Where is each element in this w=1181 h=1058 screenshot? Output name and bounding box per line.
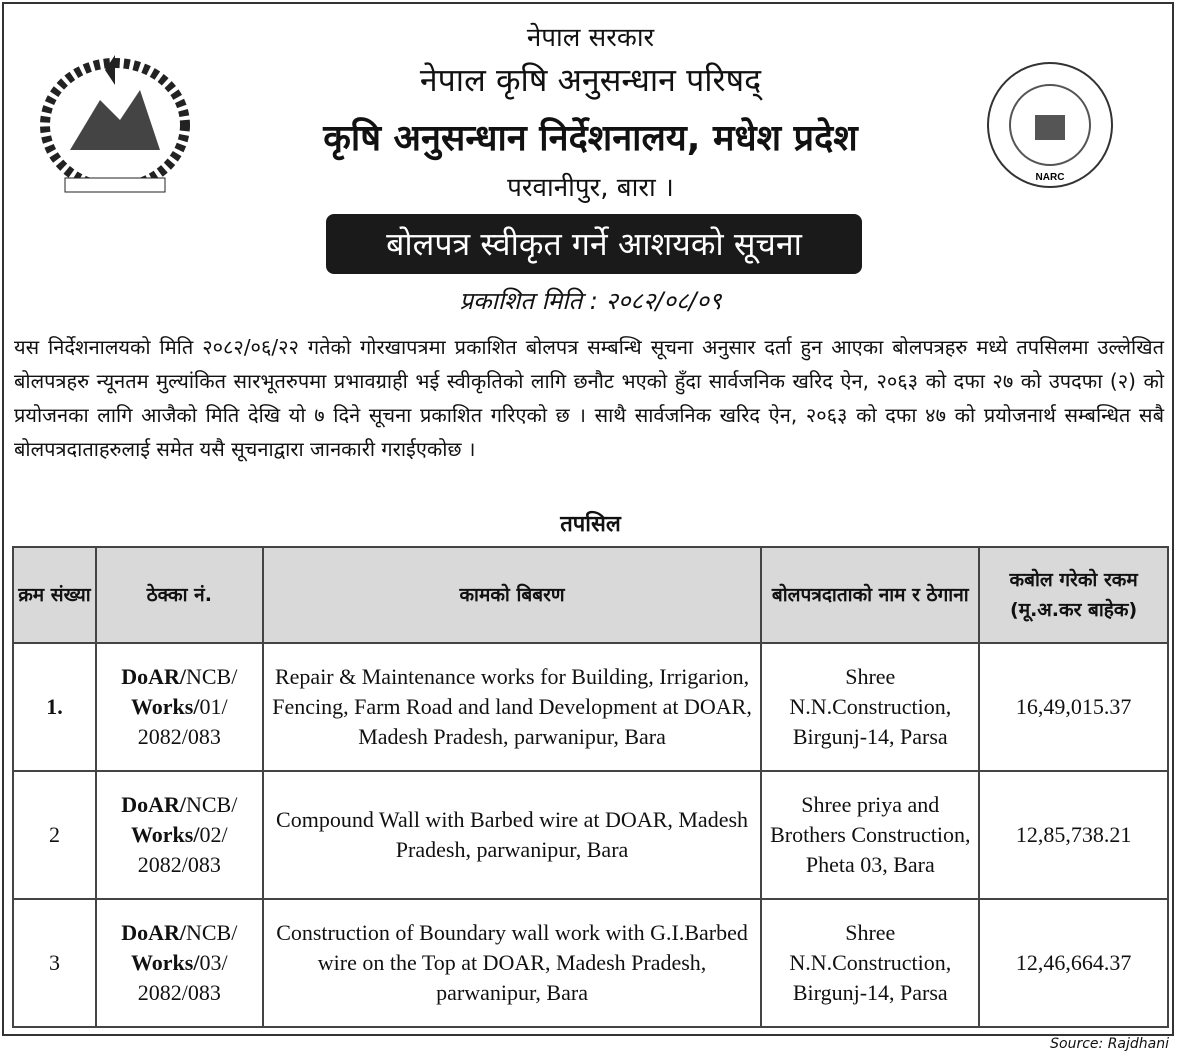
notice-body: यस निर्देशनालयको मिति २०८२/०६/२२ गतेको गोरखापत्रमा प्रकाशित बोलपत्र सम्बन्धि सूचना अनुसार दर्ता हुन आएका बोलपत्रहरु मध्ये तपसिलमा उल्लेखित बोलपत्रहरु न्यूनतम मुल्यांकित सारभूतरुपमा प्रभावग्राही भई स्वीकृतिको लागि छनौट भएको हुँदा सार्वजनिक खरिद ऐन, २०६३ को दफा २७ को उपदफा (२) को प्रयोजनका लागि आजैको मिति देखि यो ७ दिने सूचना प्रकाशित गरिएको छ । साथै सार्वजनिक खरिद ऐन, २०६३ को दफा ४७ को प्रयोजनार्थ सम्बन्धित सबै बोलपत्रदाताहरुलाई समेत यसै सूचनाद्वारा जानकारी गराईएकोछ । <box>14 335 1164 461</box>
table-row <box>13 899 1168 1027</box>
bids-table <box>12 546 1169 1028</box>
contract-part: 02/ <box>199 822 228 847</box>
directorate-name: कृषि अनुसन्धान निर्देशनालय, मधेश प्रदेश <box>323 118 858 159</box>
row-amount: 16,49,015.37 <box>979 643 1168 771</box>
row-bidder: Shree N.N.Construction, Birgunj-14, Parsa <box>761 899 979 1027</box>
row-amount: 12,46,664.37 <box>979 899 1168 1027</box>
row-contract-no <box>96 771 263 899</box>
header-sn: क्रम संख्या <box>13 547 96 643</box>
office-address: परवानीपुर, बारा । <box>507 173 674 203</box>
row-bidder: Shree N.N.Construction, Birgunj-14, Parsa <box>761 643 979 771</box>
row-bidder: Shree priya and Brothers Construction, Pheta 03, Bara <box>761 771 979 899</box>
table-header-row <box>13 547 1168 643</box>
notice-title: बोलपत्र स्वीकृत गर्ने आशयको सूचना <box>326 214 862 274</box>
contract-part: 2082/083 <box>137 724 221 749</box>
contract-part: 01/ <box>199 694 228 719</box>
contract-part: NCB/ <box>186 792 238 817</box>
table-row <box>13 771 1168 899</box>
row-sn: 3 <box>13 899 96 1027</box>
row-sn: 2 <box>13 771 96 899</box>
row-amount: 12,85,738.21 <box>979 771 1168 899</box>
row-sn: 1. <box>13 643 96 771</box>
header-amount: कबोल गरेको रकम (मू.अ.कर बाहेक) <box>979 547 1168 643</box>
contract-part: 2082/083 <box>137 852 221 877</box>
table-title: तपसिल <box>560 512 621 537</box>
source-credit: Source: Rajdhani <box>1050 1036 1169 1052</box>
header-description: कामको बिबरण <box>263 547 762 643</box>
contract-part: Works/ <box>131 822 200 847</box>
table-row <box>13 643 1168 771</box>
council-name: नेपाल कृषि अनुसन्धान परिषद् <box>419 61 762 99</box>
contract-part: NCB/ <box>186 920 238 945</box>
published-date: प्रकाशित मिति : २०८२/०८/०९ <box>459 287 722 315</box>
contract-part: 03/ <box>199 950 228 975</box>
header-contract-no: ठेक्का नं. <box>96 547 263 643</box>
row-contract-no <box>96 899 263 1027</box>
contract-part: Works/ <box>131 694 200 719</box>
row-description: Compound Wall with Barbed wire at DOAR, Madesh Pradesh, parwanipur, Bara <box>263 771 762 899</box>
contract-part: DoAR/ <box>121 920 186 945</box>
row-description: Construction of Boundary wall work with G.I.Barbed wire on the Top at DOAR, Madesh Pradesh, parwanipur, Bara <box>263 899 762 1027</box>
contract-part: 2082/083 <box>137 980 221 1005</box>
row-description: Repair & Maintenance works for Building, Irrigarion, Fencing, Farm Road and land Development at DOAR, Madesh Pradesh, parwanipur, Bara <box>263 643 762 771</box>
government-name: नेपाल सरकार <box>526 23 655 53</box>
contract-part: Works/ <box>131 950 200 975</box>
contract-part: DoAR/ <box>121 792 186 817</box>
svg-text:NARC: NARC <box>1035 172 1065 183</box>
contract-part: NCB/ <box>186 664 238 689</box>
header-bidder: बोलपत्रदाताको नाम र ठेगाना <box>761 547 979 643</box>
contract-part: DoAR/ <box>121 664 186 689</box>
row-contract-no <box>96 643 263 771</box>
